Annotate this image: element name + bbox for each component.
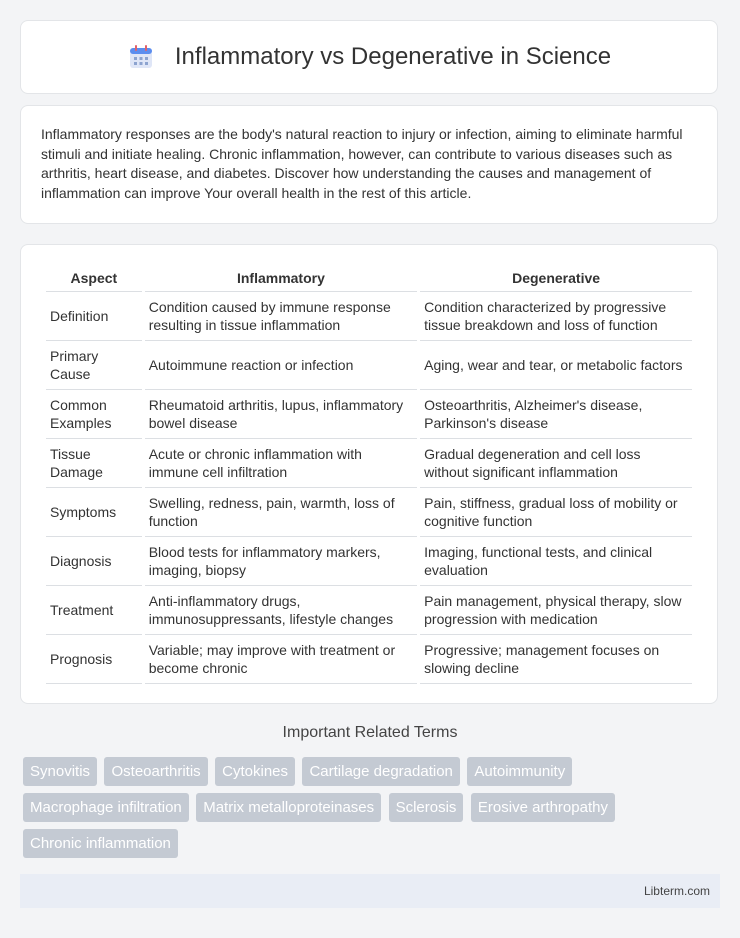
inflammatory-cell: Acute or chronic inflammation with immune cell infiltration <box>145 439 417 488</box>
inflammatory-cell: Autoimmune reaction or infection <box>145 341 417 390</box>
table-row <box>46 341 692 390</box>
degenerative-cell: Imaging, functional tests, and clinical evaluation <box>420 537 692 586</box>
table-header-row <box>46 263 692 292</box>
degenerative-cell: Aging, wear and tear, or metabolic factors <box>420 341 692 390</box>
footer-site-link[interactable]: Libterm.com <box>643 884 710 898</box>
inflammatory-cell: Variable; may improve with treatment or become chronic <box>145 635 417 684</box>
tag-osteoarthritis[interactable]: Osteoarthritis <box>104 757 207 786</box>
calendar-icon <box>127 43 155 71</box>
related-terms-list <box>23 757 723 865</box>
tag-matrix-metalloproteinases[interactable]: Matrix metalloproteinases <box>196 793 381 822</box>
inflammatory-cell: Condition caused by immune response resulting in tissue inflammation <box>145 292 417 341</box>
inflammatory-cell: Swelling, redness, pain, warmth, loss of function <box>145 488 417 537</box>
inflammatory-cell: Blood tests for inflammatory markers, imaging, biopsy <box>145 537 417 586</box>
column-header-aspect: Aspect <box>46 263 142 292</box>
degenerative-cell: Gradual degeneration and cell loss without significant inflammation <box>420 439 692 488</box>
aspect-cell: Symptoms <box>46 488 142 537</box>
tag-sclerosis[interactable]: Sclerosis <box>389 793 464 822</box>
comparison-table <box>43 263 695 684</box>
degenerative-cell: Condition characterized by progressive tissue breakdown and loss of function <box>420 292 692 341</box>
degenerative-cell: Progressive; management focuses on slowing decline <box>420 635 692 684</box>
degenerative-cell: Pain management, physical therapy, slow progression with medication <box>420 586 692 635</box>
degenerative-cell: Pain, stiffness, gradual loss of mobility or cognitive function <box>420 488 692 537</box>
tag-chronic-inflammation[interactable]: Chronic inflammation <box>23 829 178 858</box>
inflammatory-cell: Anti-inflammatory drugs, immunosuppressants, lifestyle changes <box>145 586 417 635</box>
intro-card <box>20 105 718 224</box>
table-row <box>46 635 692 684</box>
tag-cytokines[interactable]: Cytokines <box>215 757 295 786</box>
aspect-cell: Primary Cause <box>46 341 142 390</box>
page-title: Inflammatory vs Degenerative in Science <box>174 43 612 70</box>
tag-synovitis[interactable]: Synovitis <box>23 757 97 786</box>
table-row <box>46 537 692 586</box>
table-row <box>46 439 692 488</box>
aspect-cell: Diagnosis <box>46 537 142 586</box>
aspect-cell: Prognosis <box>46 635 142 684</box>
column-header-inflammatory: Inflammatory <box>145 263 417 292</box>
related-terms-title: Important Related Terms <box>282 724 458 741</box>
tag-autoimmunity[interactable]: Autoimmunity <box>467 757 572 786</box>
tag-erosive-arthropathy[interactable]: Erosive arthropathy <box>471 793 615 822</box>
column-header-degenerative: Degenerative <box>420 263 692 292</box>
table-row <box>46 586 692 635</box>
tag-cartilage-degradation[interactable]: Cartilage degradation <box>302 757 459 786</box>
table-row <box>46 292 692 341</box>
degenerative-cell: Osteoarthritis, Alzheimer's disease, Parkinson's disease <box>420 390 692 439</box>
aspect-cell: Treatment <box>46 586 142 635</box>
inflammatory-cell: Rheumatoid arthritis, lupus, inflammatory bowel disease <box>145 390 417 439</box>
table-row <box>46 488 692 537</box>
aspect-cell: Tissue Damage <box>46 439 142 488</box>
header-card <box>20 20 718 94</box>
comparison-table-card <box>20 244 718 704</box>
tag-macrophage-infiltration[interactable]: Macrophage infiltration <box>23 793 189 822</box>
aspect-cell: Common Examples <box>46 390 142 439</box>
table-row <box>46 390 692 439</box>
aspect-cell: Definition <box>46 292 142 341</box>
intro-text: Inflammatory responses are the body's natural reaction to injury or infection, aiming to eliminate harmful stimuli and initiate healing. Chronic inflammation, however, can contribute to various diseases such as arthritis, heart disease, and diabetes. Discover how understanding the causes and management of inflammation can improve Your overall health in the rest of this article. <box>41 126 683 201</box>
footer <box>20 874 720 908</box>
